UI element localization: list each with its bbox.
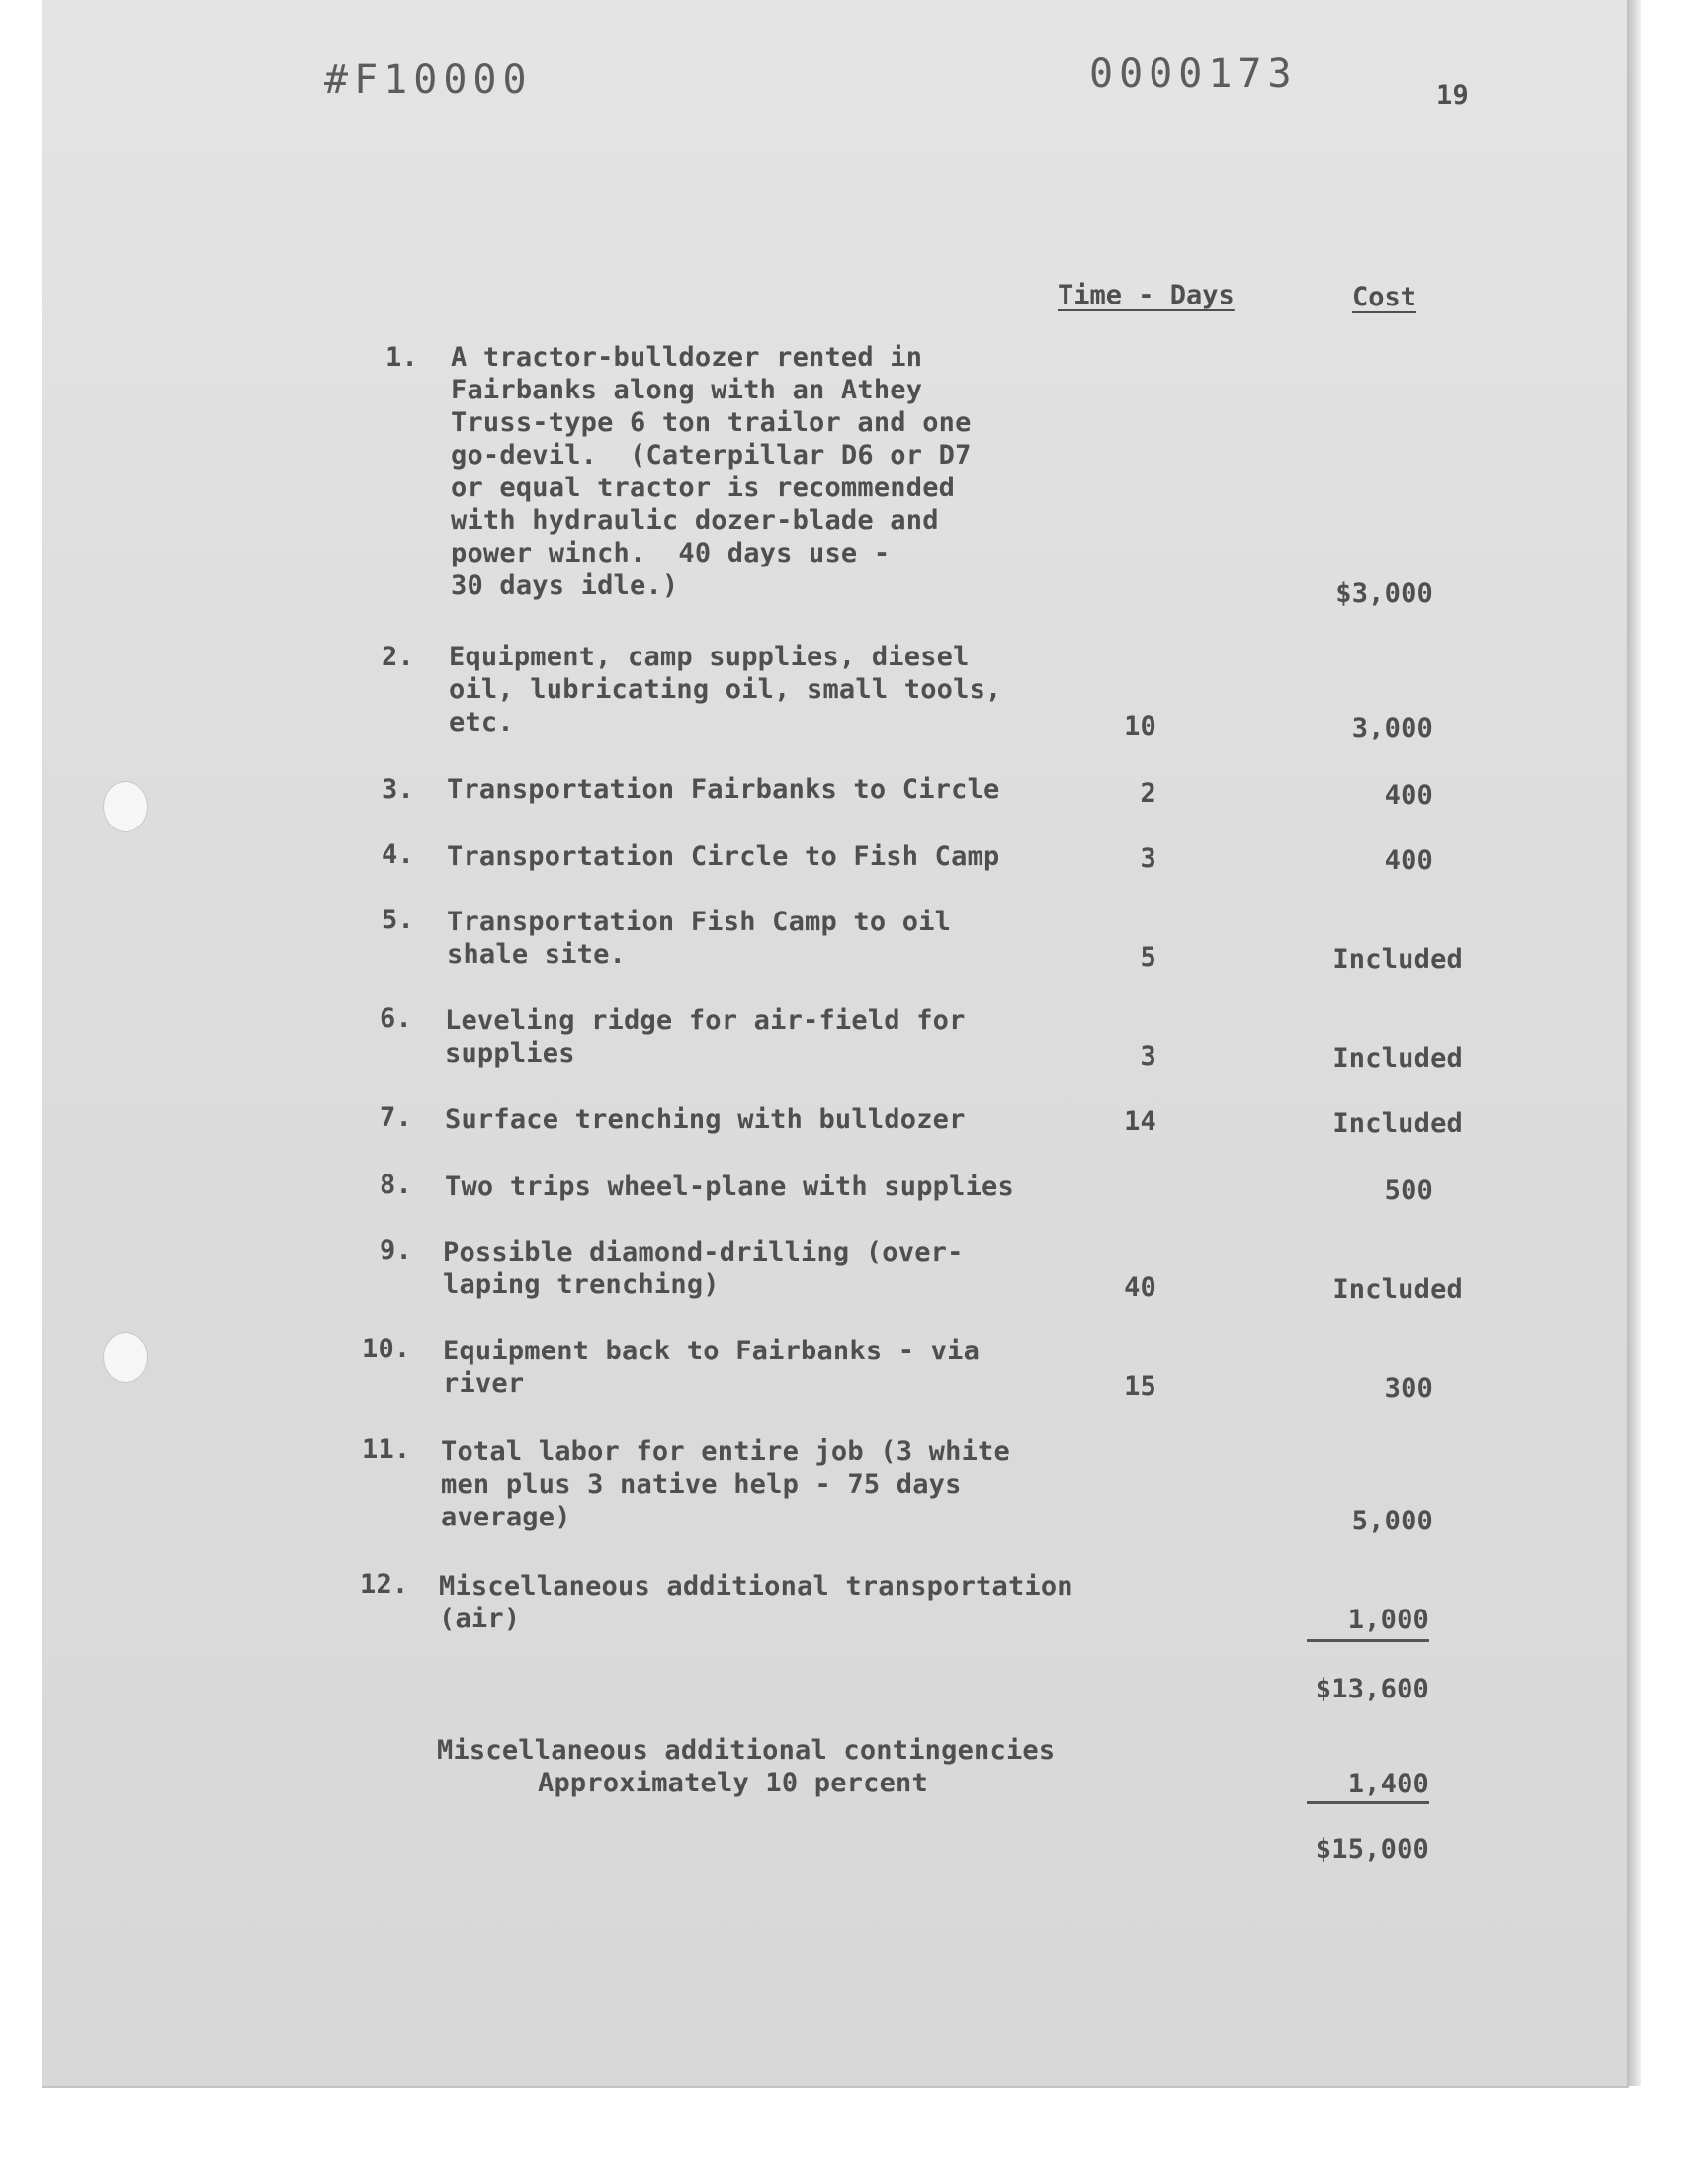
item-days: 40 xyxy=(1124,1272,1156,1303)
item-cost: $3,000 xyxy=(1335,578,1433,609)
item-line: oil, lubricating oil, small tools, xyxy=(449,674,1002,705)
item-line: Total labor for entire job (3 white xyxy=(441,1436,1010,1467)
column-header-time: Time - Days xyxy=(1058,280,1235,310)
item-line: 30 days idle.) xyxy=(451,570,679,601)
punch-hole-lower xyxy=(103,1332,148,1383)
item-line: laping trenching) xyxy=(443,1269,720,1300)
item-number: 8. xyxy=(380,1170,412,1200)
item-line: Surface trenching with bulldozer xyxy=(445,1104,966,1135)
item-days: 14 xyxy=(1124,1106,1156,1137)
item-line: Possible diamond-drilling (over- xyxy=(443,1237,964,1267)
item-cost: 3,000 xyxy=(1351,713,1433,743)
item-line: go-devil. (Caterpillar D6 or D7 xyxy=(451,440,972,471)
stamp-left: #F10000 xyxy=(324,57,533,103)
column-header-cost: Cost xyxy=(1352,282,1417,312)
item-line: river xyxy=(443,1368,525,1399)
item-cost: 400 xyxy=(1384,845,1433,876)
item-line: Transportation Fish Camp to oil xyxy=(447,907,952,937)
item-number: 6. xyxy=(380,1003,412,1034)
item-cost: Included xyxy=(1332,1274,1463,1305)
item-line: etc. xyxy=(449,707,514,738)
item-days: 15 xyxy=(1124,1371,1156,1402)
item-line: Transportation Circle to Fish Camp xyxy=(447,841,1000,872)
item-number: 5. xyxy=(382,905,414,935)
item-line: A tractor-bulldozer rented in xyxy=(451,342,923,373)
item-cost: Included xyxy=(1332,1108,1463,1139)
sum-rule xyxy=(1307,1639,1429,1642)
subtotal: $13,600 xyxy=(1315,1674,1429,1704)
item-line: men plus 3 native help - 75 days xyxy=(441,1469,962,1500)
item-cost: 500 xyxy=(1384,1175,1433,1206)
item-number: 3. xyxy=(382,774,414,805)
sum-rule xyxy=(1307,1801,1429,1804)
item-line: supplies xyxy=(445,1038,575,1069)
item-line: Miscellaneous additional transportation xyxy=(439,1571,1073,1602)
contingency-cost: 1,400 xyxy=(1347,1769,1429,1799)
item-days: 5 xyxy=(1140,942,1156,973)
item-line: power winch. 40 days use - xyxy=(451,538,891,568)
item-cost: Included xyxy=(1332,1043,1463,1074)
item-number: 7. xyxy=(380,1102,412,1133)
item-line: Truss-type 6 ton trailor and one xyxy=(451,407,972,438)
item-number: 1. xyxy=(385,342,418,373)
item-cost: 1,000 xyxy=(1347,1605,1429,1635)
item-number: 9. xyxy=(380,1235,412,1265)
item-cost: 300 xyxy=(1384,1373,1433,1404)
item-days: 10 xyxy=(1124,711,1156,741)
item-days: 3 xyxy=(1140,1041,1156,1072)
item-number: 2. xyxy=(382,642,414,672)
item-line: with hydraulic dozer-blade and xyxy=(451,505,939,536)
item-cost: Included xyxy=(1332,944,1463,975)
item-cost: 400 xyxy=(1384,780,1433,811)
item-line: Two trips wheel-plane with supplies xyxy=(445,1172,1014,1202)
item-line: Transportation Fairbanks to Circle xyxy=(447,774,1000,805)
stamp-right: 0000173 xyxy=(1089,51,1298,97)
item-number: 12. xyxy=(360,1569,409,1600)
item-number: 10. xyxy=(362,1334,411,1364)
item-days: 3 xyxy=(1140,843,1156,874)
sheet-edge-shadow xyxy=(1627,0,1641,2086)
contingency-line: Approximately 10 percent xyxy=(538,1768,928,1798)
item-number: 11. xyxy=(362,1435,411,1465)
punch-hole-upper xyxy=(103,781,148,832)
item-number: 4. xyxy=(382,839,414,870)
item-line: Fairbanks along with an Athey xyxy=(451,375,923,405)
item-line: average) xyxy=(441,1502,571,1532)
item-cost: 5,000 xyxy=(1351,1506,1433,1536)
item-line: Equipment back to Fairbanks - via xyxy=(443,1336,981,1366)
item-line: shale site. xyxy=(447,939,627,970)
item-line: Equipment, camp supplies, diesel xyxy=(449,642,970,672)
item-days: 2 xyxy=(1140,778,1156,809)
contingency-line: Miscellaneous additional contingencies xyxy=(437,1735,1056,1766)
item-line: Leveling ridge for air-field for xyxy=(445,1005,966,1036)
grand-total: $15,000 xyxy=(1315,1834,1429,1865)
page-number: 19 xyxy=(1436,80,1469,111)
item-line: (air) xyxy=(439,1604,521,1634)
item-line: or equal tractor is recommended xyxy=(451,473,956,503)
